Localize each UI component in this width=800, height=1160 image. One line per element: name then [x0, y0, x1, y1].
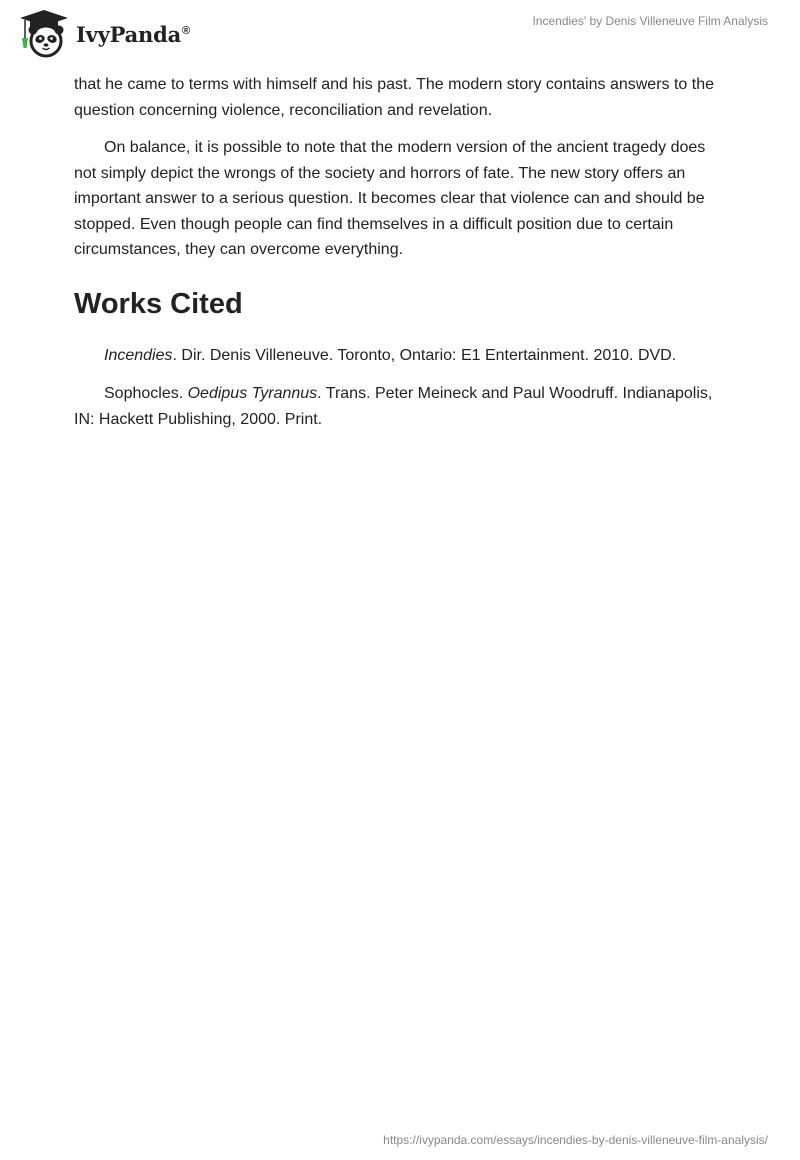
works-cited-heading: Works Cited — [74, 287, 243, 320]
brand-name: IvyPanda® — [76, 21, 190, 47]
page-header — [0, 0, 800, 70]
citation-title: Oedipus Tyrannus — [187, 385, 318, 402]
essay-content — [74, 72, 728, 445]
citation-prefix: Sophocles. — [104, 385, 188, 402]
citation-entry — [74, 343, 728, 369]
panda-graduation-cap-icon — [14, 8, 74, 58]
citation-entry — [74, 381, 728, 432]
document-title: Incendies' by Denis Villeneuve Film Analysis — [532, 14, 768, 28]
registered-mark: ® — [182, 24, 190, 37]
citation-details: . Trans. Peter Meineck and Paul Woodruff. Indianapolis, IN: Hackett Publishing, 2000. Print. — [74, 385, 713, 428]
citation-title: Incendies — [104, 346, 173, 364]
body-paragraph: that he came to terms with himself and his past. The modern story contains answers to the question concerning violence, reconciliation and revelation. — [74, 76, 715, 119]
ivypanda-logo[interactable] — [14, 8, 190, 58]
source-url-link[interactable]: https://ivypanda.com/essays/incendies-by-denis-villeneuve-film-analysis/ — [383, 1133, 768, 1147]
citation-details: . Dir. Denis Villeneuve. Toronto, Ontario: E1 Entertainment. 2010. DVD. — [172, 346, 677, 364]
body-paragraph: On balance, it is possible to note that the modern version of the ancient tragedy does not simply depict the wrongs of the society and horrors of fate. The new story offers an important answer to a serious question. It becomes clear that violence can and should be stopped. Even though people can find themselves in a difficult position due to certain circumstances, they can overcome everything. — [74, 139, 706, 258]
